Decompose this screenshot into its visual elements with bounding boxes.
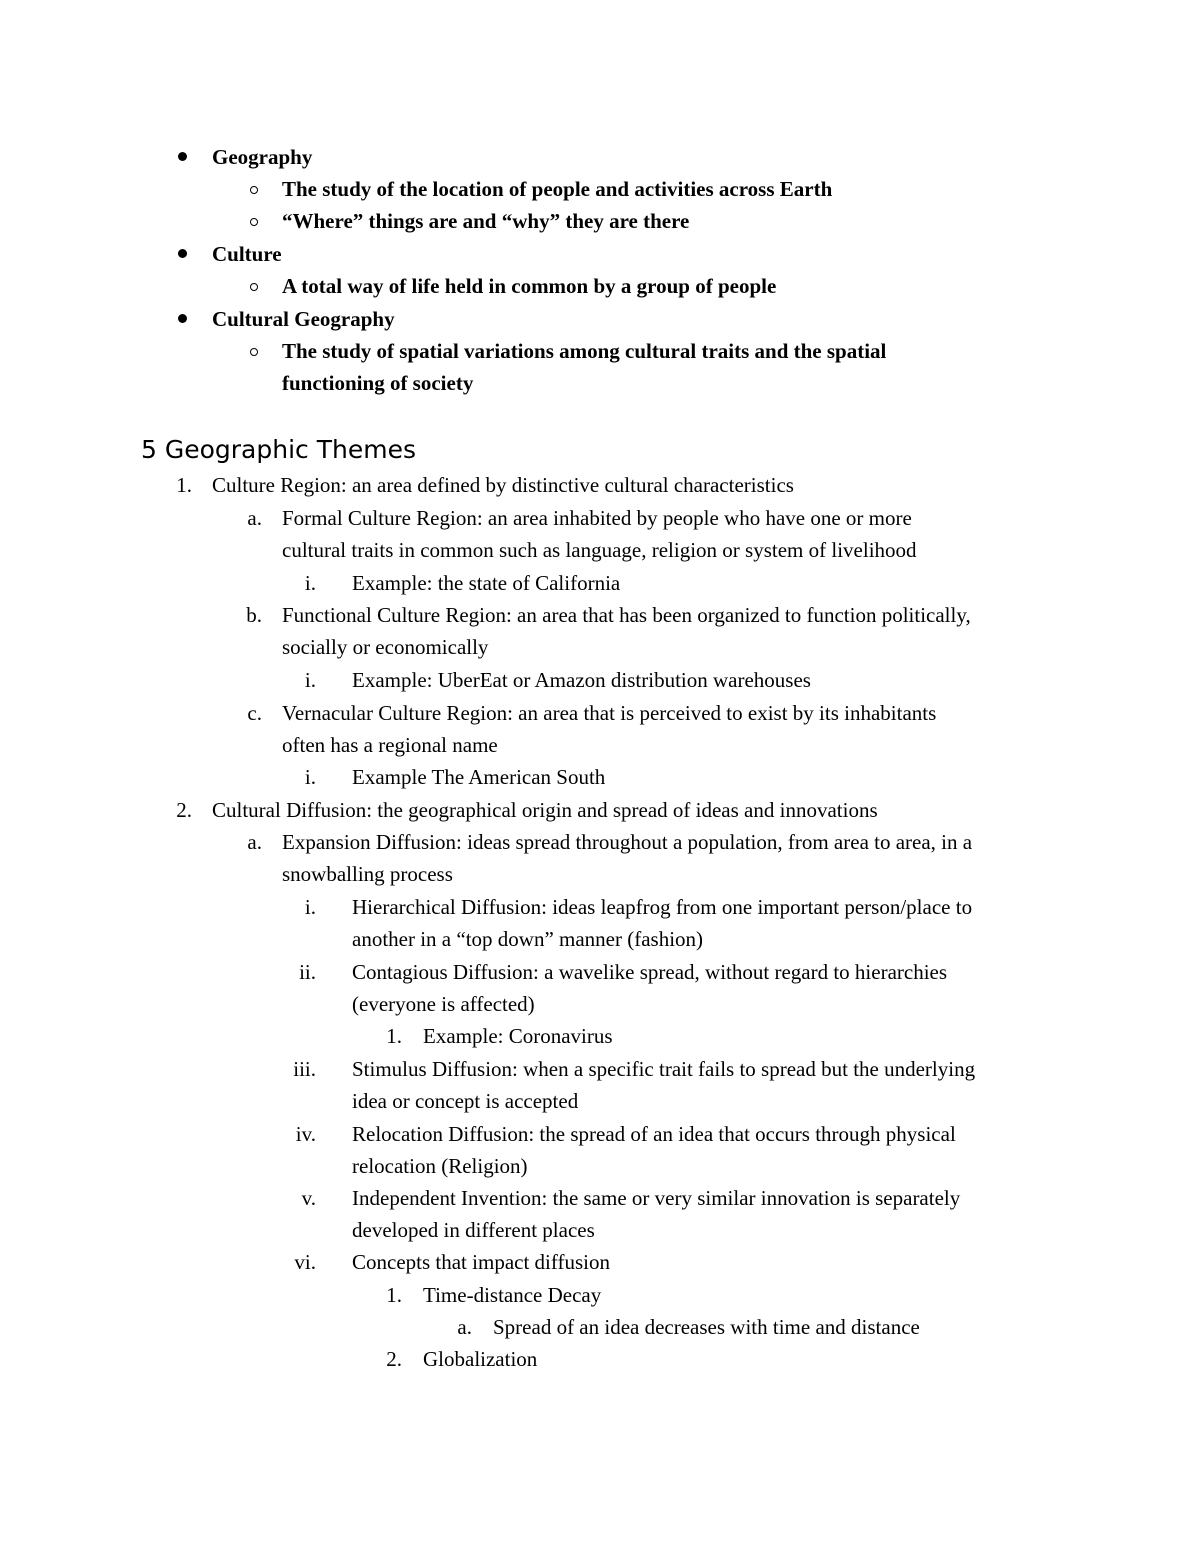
list-marker: i.: [304, 668, 316, 692]
list-marker: i.: [304, 571, 316, 595]
list-item-concepts-impact: Concepts that impact diffusion: [352, 1250, 610, 1274]
list-item-cultural-diffusion: Cultural Diffusion: the geographical origin and spread of ideas and innovations: [212, 798, 878, 822]
list-marker: vi.: [294, 1250, 316, 1274]
list-item-time-distance-decay: Time-distance Decay: [423, 1283, 602, 1307]
bullet-disc-icon: [178, 249, 187, 258]
list-item-example-coronavirus: Example: Coronavirus: [423, 1024, 613, 1048]
list-item-vernacular-region: Vernacular Culture Region: an area that is perceived to exist by its inhabitants: [282, 701, 937, 725]
list-marker: 1.: [386, 1283, 402, 1307]
culture-definition: A total way of life held in common by a group of people: [282, 274, 777, 298]
cultural-geography-definition-1: The study of spatial variations among cultural traits and the spatial: [282, 339, 887, 363]
list-item-spread-decreases: Spread of an idea decreases with time and distance: [493, 1315, 920, 1339]
bullet-circle-icon: [250, 186, 258, 194]
list-marker: a.: [457, 1315, 472, 1339]
list-item-hierarchical-diffusion: Hierarchical Diffusion: ideas leapfrog from one important person/place to: [352, 895, 973, 919]
list-item-contagious-diffusion: Contagious Diffusion: a wavelike spread, without regard to hierarchies: [352, 960, 948, 984]
list-marker: v.: [301, 1186, 316, 1210]
list-item-contagious-diffusion-cont: (everyone is affected): [352, 992, 535, 1016]
list-item-stimulus-diffusion-cont: idea or concept is accepted: [352, 1089, 579, 1113]
bullet-geography: Geography: [212, 145, 313, 169]
list-item-functional-region: Functional Culture Region: an area that has been organized to function politically,: [282, 603, 971, 627]
bullet-disc-icon: [178, 152, 187, 161]
list-marker: 1.: [386, 1024, 402, 1048]
list-marker: ii.: [299, 960, 316, 984]
list-item-formal-region: Formal Culture Region: an area inhabited by people who have one or more: [282, 506, 912, 530]
list-item-example-ubereat: Example: UberEat or Amazon distribution warehouses: [352, 668, 811, 692]
section-heading: 5 Geographic Themes: [141, 435, 416, 464]
list-marker: i.: [304, 895, 316, 919]
list-marker: 1.: [176, 473, 192, 497]
list-marker: 2.: [386, 1347, 402, 1371]
list-item-independent-invention: Independent Invention: the same or very similar innovation is separately: [352, 1186, 961, 1210]
bullet-circle-icon: [250, 348, 258, 356]
list-item-relocation-diffusion: Relocation Diffusion: the spread of an idea that occurs through physical: [352, 1122, 956, 1146]
list-item-expansion-diffusion-cont: snowballing process: [282, 862, 453, 886]
cultural-geography-definition-2: functioning of society: [282, 371, 474, 395]
list-marker: i.: [304, 765, 316, 789]
geography-definition-1: The study of the location of people and activities across Earth: [282, 177, 833, 201]
list-marker: iv.: [295, 1122, 316, 1146]
list-marker: a.: [247, 506, 262, 530]
list-item-formal-region-cont: cultural traits in common such as language, religion or system of livelihood: [282, 538, 917, 562]
list-item-example-california: Example: the state of California: [352, 571, 621, 595]
geography-definition-2: “Where” things are and “why” they are there: [282, 209, 690, 233]
list-item-independent-invention-cont: developed in different places: [352, 1218, 595, 1242]
list-item-stimulus-diffusion: Stimulus Diffusion: when a specific trait fails to spread but the underlying: [352, 1057, 976, 1081]
bullet-circle-icon: [250, 218, 258, 226]
list-marker: iii.: [293, 1057, 316, 1081]
list-marker: b.: [246, 603, 262, 627]
list-item-globalization: Globalization: [423, 1347, 538, 1371]
list-marker: c.: [247, 701, 262, 725]
list-marker: a.: [247, 830, 262, 854]
bullet-disc-icon: [178, 314, 187, 323]
bullet-circle-icon: [250, 283, 258, 291]
list-item-functional-region-cont: socially or economically: [282, 635, 489, 659]
bullet-cultural-geography: Cultural Geography: [212, 307, 395, 331]
list-item-example-south: Example The American South: [352, 765, 606, 789]
list-item-relocation-diffusion-cont: relocation (Religion): [352, 1154, 528, 1178]
bullet-culture: Culture: [212, 242, 282, 266]
list-item-culture-region: Culture Region: an area defined by distinctive cultural characteristics: [212, 473, 794, 497]
list-marker: 2.: [176, 798, 192, 822]
list-item-hierarchical-diffusion-cont: another in a “top down” manner (fashion): [352, 927, 704, 951]
list-item-expansion-diffusion: Expansion Diffusion: ideas spread throughout a population, from area to area, in a: [282, 830, 973, 854]
list-item-vernacular-region-cont: often has a regional name: [282, 733, 498, 757]
